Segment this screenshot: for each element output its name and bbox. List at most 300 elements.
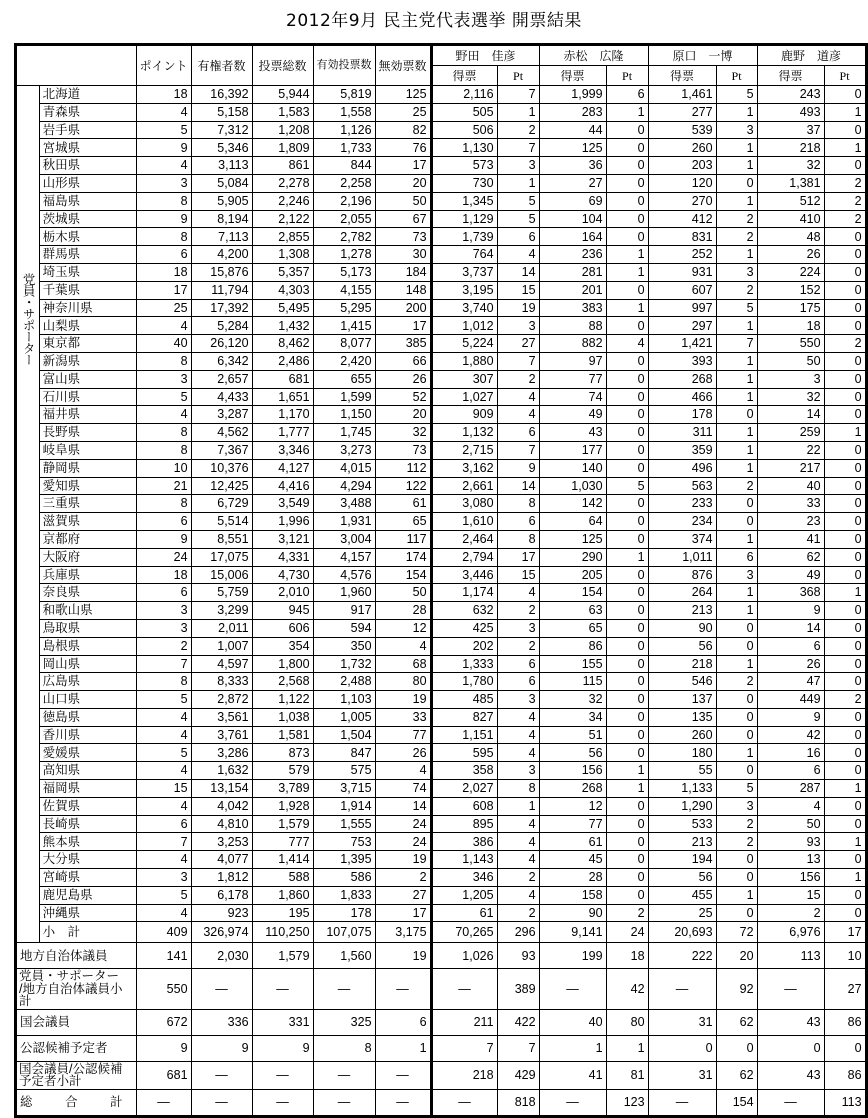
stat-value: 4,157 xyxy=(313,548,375,566)
candidate-pt: 0 xyxy=(824,673,866,691)
candidate-pt: 1 xyxy=(606,263,648,281)
candidate-pt: 1 xyxy=(497,797,539,815)
candidate-votes: 14 xyxy=(757,406,824,424)
candidate-pt: 0 xyxy=(716,619,757,637)
candidate-pt: 0 xyxy=(606,317,648,335)
prefecture-row xyxy=(16,851,867,869)
stat-value: 3,113 xyxy=(191,157,252,175)
candidate-votes: 63 xyxy=(539,602,606,620)
candidate-pt: 0 xyxy=(606,530,648,548)
prefecture-row xyxy=(16,691,867,709)
stat-value: 4,303 xyxy=(252,281,313,299)
candidate-votes: 607 xyxy=(648,281,716,299)
candidate-pt: 0 xyxy=(824,263,866,281)
stat-value: 1,555 xyxy=(313,815,375,833)
stat-value: 2,246 xyxy=(252,192,313,210)
stat-value: 1,170 xyxy=(252,406,313,424)
candidate-pt: 92 xyxy=(716,969,757,1010)
stat-value: 110,250 xyxy=(252,922,313,943)
stat-value: 5,905 xyxy=(191,192,252,210)
stat-value: — xyxy=(252,1061,313,1089)
candidate-name: 野田 佳彦 xyxy=(431,45,539,66)
stat-value: 3,561 xyxy=(191,708,252,726)
candidate-pt: 1 xyxy=(497,174,539,192)
stat-value: 336 xyxy=(191,1009,252,1035)
candidate-pt: 0 xyxy=(716,691,757,709)
prefecture-name: 福島県 xyxy=(39,192,136,210)
candidate-pt: 0 xyxy=(606,459,648,477)
stat-value: 2,055 xyxy=(313,210,375,228)
candidate-pt: 4 xyxy=(497,744,539,762)
candidate-votes: 512 xyxy=(757,192,824,210)
candidate-votes: 2,794 xyxy=(431,548,497,566)
stat-value: 1,007 xyxy=(191,637,252,655)
stat-value: 112 xyxy=(375,459,431,477)
prefecture-row xyxy=(16,157,867,175)
stat-value: 2,486 xyxy=(252,352,313,370)
stat-value: 1,833 xyxy=(313,886,375,904)
prefecture-row xyxy=(16,459,867,477)
candidate-votes: 764 xyxy=(431,246,497,264)
candidate-votes: 1,880 xyxy=(431,352,497,370)
stat-value: 4,730 xyxy=(252,566,313,584)
stat-value: 4 xyxy=(136,851,191,869)
stat-value: 3,761 xyxy=(191,726,252,744)
candidate-pt: 1 xyxy=(716,602,757,620)
candidate-pt: 27 xyxy=(824,969,866,1010)
candidate-pt: 3 xyxy=(716,797,757,815)
candidate-pt: 6 xyxy=(497,228,539,246)
candidate-votes: 45 xyxy=(539,851,606,869)
prefecture-name: 山梨県 xyxy=(39,317,136,335)
stat-value: 4,294 xyxy=(313,477,375,495)
candidate-pt: 0 xyxy=(824,495,866,513)
candidate-votes: 412 xyxy=(648,210,716,228)
stat-value: — xyxy=(375,1089,431,1116)
candidate-votes: 15 xyxy=(757,886,824,904)
candidate-pt: 3 xyxy=(497,691,539,709)
candidate-pt: 0 xyxy=(716,406,757,424)
candidate-votes: 9 xyxy=(757,602,824,620)
stat-value: 66 xyxy=(375,352,431,370)
stat-value: 1,504 xyxy=(313,726,375,744)
candidate-votes: 90 xyxy=(539,904,606,922)
candidate-pt: 4 xyxy=(497,406,539,424)
candidate-pt: 6 xyxy=(497,655,539,673)
candidate-pt: 7 xyxy=(497,86,539,104)
stat-value: 26,120 xyxy=(191,335,252,353)
candidate-votes: 931 xyxy=(648,263,716,281)
stat-value: 4,155 xyxy=(313,281,375,299)
stat-value: 606 xyxy=(252,619,313,637)
stat-value: 7,312 xyxy=(191,121,252,139)
candidate-votes: 49 xyxy=(539,406,606,424)
group-label-cell xyxy=(16,86,40,943)
candidate-pt: 1 xyxy=(716,655,757,673)
stat-value: 5,284 xyxy=(191,317,252,335)
candidate-pt: 2 xyxy=(716,815,757,833)
candidate-pt: 0 xyxy=(606,833,648,851)
candidate-votes: 1,381 xyxy=(757,174,824,192)
stat-value: 33 xyxy=(375,708,431,726)
candidate-votes: 16 xyxy=(757,744,824,762)
candidate-votes: 61 xyxy=(539,833,606,851)
candidate-pt: 72 xyxy=(716,922,757,943)
candidate-pt: 0 xyxy=(606,281,648,299)
stat-value: — xyxy=(136,1089,191,1116)
stat-value: 575 xyxy=(313,762,375,780)
candidate-votes: 0 xyxy=(757,1035,824,1061)
candidate-votes: 595 xyxy=(431,744,497,762)
prefecture-name: 岩手県 xyxy=(39,121,136,139)
candidate-pt: 20 xyxy=(716,943,757,969)
stat-value: 3,789 xyxy=(252,780,313,798)
candidate-pt: 5 xyxy=(716,299,757,317)
stat-value: 117 xyxy=(375,530,431,548)
candidate-pt: 0 xyxy=(716,762,757,780)
local-assembly-row xyxy=(16,943,867,969)
prefecture-name: 千葉県 xyxy=(39,281,136,299)
stat-value: 8 xyxy=(136,192,191,210)
stat-value: 594 xyxy=(313,619,375,637)
candidate-pt: 80 xyxy=(606,1009,648,1035)
candidate-votes: 49 xyxy=(757,566,824,584)
candidate-votes: 34 xyxy=(539,708,606,726)
prefecture-row xyxy=(16,708,867,726)
candidate-votes: 1,333 xyxy=(431,655,497,673)
header-pt: Pt xyxy=(606,66,648,86)
candidate-votes: 283 xyxy=(539,103,606,121)
prefecture-row xyxy=(16,637,867,655)
prefecture-name: 奈良県 xyxy=(39,584,136,602)
stat-value: 6,178 xyxy=(191,886,252,904)
prefecture-row xyxy=(16,406,867,424)
candidate-votes: 37 xyxy=(757,121,824,139)
candidate-pt: 0 xyxy=(824,406,866,424)
prefecture-row xyxy=(16,673,867,691)
candidate-pt: 1 xyxy=(716,139,757,157)
stat-value: 331 xyxy=(252,1009,313,1035)
candidate-votes: 2,661 xyxy=(431,477,497,495)
candidate-pt: 4 xyxy=(497,584,539,602)
header-pt: Pt xyxy=(497,66,539,86)
candidate-votes: 4 xyxy=(757,797,824,815)
stat-value: 8,333 xyxy=(191,673,252,691)
candidate-pt: 18 xyxy=(606,943,648,969)
candidate-pt: 4 xyxy=(497,726,539,744)
candidate-pt: 2 xyxy=(824,210,866,228)
prefecture-row xyxy=(16,370,867,388)
stat-value: 8 xyxy=(313,1035,375,1061)
candidate-votes: 213 xyxy=(648,602,716,620)
stat-value: 154 xyxy=(375,566,431,584)
stat-value: 4 xyxy=(136,157,191,175)
prefecture-name: 沖縄県 xyxy=(39,904,136,922)
candidate-pt: 1 xyxy=(716,317,757,335)
candidate-votes: 65 xyxy=(539,619,606,637)
diet-members-row xyxy=(16,1009,867,1035)
candidate-votes: 9 xyxy=(757,708,824,726)
prefecture-name: 長崎県 xyxy=(39,815,136,833)
stat-value: 586 xyxy=(313,869,375,887)
candidate-votes: 268 xyxy=(648,370,716,388)
candidate-pt: 0 xyxy=(606,566,648,584)
candidate-votes: — xyxy=(757,1089,824,1116)
candidate-pt: 0 xyxy=(606,691,648,709)
stat-value: 200 xyxy=(375,299,431,317)
candidate-pt: 0 xyxy=(606,886,648,904)
stat-value: 5 xyxy=(136,121,191,139)
stat-value: 74 xyxy=(375,780,431,798)
candidate-pt: 1 xyxy=(824,103,866,121)
candidate-pt: 0 xyxy=(606,602,648,620)
candidate-votes: 97 xyxy=(539,352,606,370)
candidate-pt: 0 xyxy=(606,584,648,602)
candidate-votes: 224 xyxy=(757,263,824,281)
stat-value: 5,495 xyxy=(252,299,313,317)
stat-value: 5,819 xyxy=(313,86,375,104)
prefecture-name: 滋賀県 xyxy=(39,513,136,531)
stat-value: 11,794 xyxy=(191,281,252,299)
stat-value: 195 xyxy=(252,904,313,922)
stat-value: 32 xyxy=(375,424,431,442)
candidate-votes: 125 xyxy=(539,139,606,157)
diet-subtotal-row xyxy=(16,1061,867,1089)
stat-value: — xyxy=(375,1061,431,1089)
members-local-subtotal-row xyxy=(16,969,867,1010)
candidate-votes: 41 xyxy=(757,530,824,548)
prefecture-name: 福井県 xyxy=(39,406,136,424)
stat-value: 12 xyxy=(375,619,431,637)
prefecture-name: 和歌山県 xyxy=(39,602,136,620)
candidate-pt: 1 xyxy=(606,780,648,798)
candidate-votes: 1,174 xyxy=(431,584,497,602)
candidate-votes: 55 xyxy=(648,762,716,780)
candidate-pt: 3 xyxy=(716,263,757,281)
candidate-pt: 5 xyxy=(497,192,539,210)
stat-value: 1,122 xyxy=(252,691,313,709)
stat-value: 73 xyxy=(375,441,431,459)
candidate-votes: 152 xyxy=(757,281,824,299)
candidate-votes: 3,162 xyxy=(431,459,497,477)
candidate-votes: 43 xyxy=(539,424,606,442)
prefecture-name: 宮城県 xyxy=(39,139,136,157)
stat-value: 5,158 xyxy=(191,103,252,121)
candidate-pt: 2 xyxy=(497,637,539,655)
candidate-pt: 2 xyxy=(716,210,757,228)
stat-value: 5,295 xyxy=(313,299,375,317)
stat-value: 2,657 xyxy=(191,370,252,388)
stat-value: 8 xyxy=(136,441,191,459)
candidate-votes: 213 xyxy=(648,833,716,851)
candidate-pt: 1 xyxy=(716,886,757,904)
candidate-votes: 539 xyxy=(648,121,716,139)
prefecture-name: 鳥取県 xyxy=(39,619,136,637)
prefecture-name: 青森県 xyxy=(39,103,136,121)
stat-value: 923 xyxy=(191,904,252,922)
candidate-votes: 135 xyxy=(648,708,716,726)
header-valid-votes: 有効投票数 xyxy=(313,45,375,86)
candidate-pt: 17 xyxy=(497,548,539,566)
candidate-votes: — xyxy=(539,969,606,1010)
candidate-pt: 0 xyxy=(606,139,648,157)
stat-value: 2,568 xyxy=(252,673,313,691)
candidate-pt: 389 xyxy=(497,969,539,1010)
prefecture-row xyxy=(16,281,867,299)
candidate-votes: 1,205 xyxy=(431,886,497,904)
group-label: 党員・サポーター xyxy=(21,273,36,366)
candidate-pt: 62 xyxy=(716,1009,757,1035)
candidate-pt: 0 xyxy=(716,174,757,192)
candidate-pt: 0 xyxy=(824,513,866,531)
stat-value: 4,810 xyxy=(191,815,252,833)
stat-value: 68 xyxy=(375,655,431,673)
prefecture-row xyxy=(16,815,867,833)
candidate-votes: 493 xyxy=(757,103,824,121)
stat-value: 6,729 xyxy=(191,495,252,513)
candidate-pt: 0 xyxy=(824,370,866,388)
candidate-votes: 1,130 xyxy=(431,139,497,157)
candidate-votes: 56 xyxy=(648,637,716,655)
prefecture-row xyxy=(16,228,867,246)
stat-value: 26 xyxy=(375,744,431,762)
candidate-pt: 1 xyxy=(606,762,648,780)
candidate-pt: 0 xyxy=(824,281,866,299)
prefecture-name: 栃木県 xyxy=(39,228,136,246)
candidate-pt: 2 xyxy=(497,904,539,922)
stat-value: 844 xyxy=(313,157,375,175)
stat-value: 178 xyxy=(313,904,375,922)
stat-value: 7 xyxy=(136,833,191,851)
candidate-votes: 28 xyxy=(539,869,606,887)
candidate-votes: 1,461 xyxy=(648,86,716,104)
stat-value: 4,331 xyxy=(252,548,313,566)
stat-value: 550 xyxy=(136,969,191,1010)
candidate-pt: 1 xyxy=(824,869,866,887)
candidate-pt: 0 xyxy=(606,441,648,459)
candidate-votes: 1,151 xyxy=(431,726,497,744)
candidate-votes: 346 xyxy=(431,869,497,887)
candidate-votes: 277 xyxy=(648,103,716,121)
stat-value: 4,562 xyxy=(191,424,252,442)
stat-value: 945 xyxy=(252,602,313,620)
candidate-votes: 137 xyxy=(648,691,716,709)
stat-value: 8,194 xyxy=(191,210,252,228)
stat-value: 18 xyxy=(136,86,191,104)
candidate-votes: 40 xyxy=(757,477,824,495)
stat-value: 3,286 xyxy=(191,744,252,762)
candidate-votes: 47 xyxy=(757,673,824,691)
stat-value: — xyxy=(191,1061,252,1089)
prefecture-name: 石川県 xyxy=(39,388,136,406)
candidate-pt: 6 xyxy=(497,513,539,531)
candidate-votes: 496 xyxy=(648,459,716,477)
candidate-pt: 2 xyxy=(824,174,866,192)
candidate-pt: 14 xyxy=(497,477,539,495)
candidate-pt: 1 xyxy=(716,584,757,602)
prefecture-row xyxy=(16,441,867,459)
candidate-pt: 154 xyxy=(716,1089,757,1116)
stat-value: 125 xyxy=(375,86,431,104)
stat-value: 2,196 xyxy=(313,192,375,210)
stat-value: 107,075 xyxy=(313,922,375,943)
candidate-pt: 3 xyxy=(716,566,757,584)
candidate-votes: 51 xyxy=(539,726,606,744)
candidate-pt: 1 xyxy=(716,388,757,406)
stat-value: 27 xyxy=(375,886,431,904)
stat-value: 25 xyxy=(375,103,431,121)
candidate-votes: 1,345 xyxy=(431,192,497,210)
candidate-pt: 7 xyxy=(497,441,539,459)
candidate-votes: 62 xyxy=(757,548,824,566)
candidate-pt: 1 xyxy=(716,246,757,264)
candidate-pt: 0 xyxy=(606,637,648,655)
stat-value: 1,038 xyxy=(252,708,313,726)
stat-value: 2,258 xyxy=(313,174,375,192)
candidate-votes: 13 xyxy=(757,851,824,869)
candidate-pt: 113 xyxy=(824,1089,866,1116)
prefecture-name: 群馬県 xyxy=(39,246,136,264)
stat-value: 3,273 xyxy=(313,441,375,459)
stat-value: 2,420 xyxy=(313,352,375,370)
stat-value: 5 xyxy=(136,744,191,762)
candidate-pt: 0 xyxy=(824,744,866,762)
candidate-votes: 895 xyxy=(431,815,497,833)
stat-value: 350 xyxy=(313,637,375,655)
candidate-votes: 882 xyxy=(539,335,606,353)
stat-value: 141 xyxy=(136,943,191,969)
stat-value: 13,154 xyxy=(191,780,252,798)
candidate-pt: 0 xyxy=(824,86,866,104)
stat-value: 2,122 xyxy=(252,210,313,228)
stat-value: — xyxy=(191,1089,252,1116)
candidate-votes: 563 xyxy=(648,477,716,495)
candidate-votes: 252 xyxy=(648,246,716,264)
candidate-pt: 123 xyxy=(606,1089,648,1116)
header-votes: 得票 xyxy=(757,66,824,86)
prefecture-name: 鹿児島県 xyxy=(39,886,136,904)
candidate-pt: 1 xyxy=(606,246,648,264)
candidate-votes: 2,715 xyxy=(431,441,497,459)
candidate-pt: 4 xyxy=(497,886,539,904)
candidate-pt: 10 xyxy=(824,943,866,969)
candidate-votes: 608 xyxy=(431,797,497,815)
candidate-pt: 0 xyxy=(824,762,866,780)
prefecture-row xyxy=(16,495,867,513)
candidate-pt: 1 xyxy=(716,744,757,762)
stat-value: 184 xyxy=(375,263,431,281)
prefecture-name: 福岡県 xyxy=(39,780,136,798)
candidate-votes: 1 xyxy=(539,1035,606,1061)
stat-value: 15,006 xyxy=(191,566,252,584)
stat-value: 5 xyxy=(136,691,191,709)
candidate-votes: 31 xyxy=(648,1009,716,1035)
candidate-pt: 422 xyxy=(497,1009,539,1035)
candidate-pt: 0 xyxy=(606,815,648,833)
candidate-pt: 0 xyxy=(716,869,757,887)
candidate-pt: 15 xyxy=(497,566,539,584)
candidate-pt: 5 xyxy=(716,86,757,104)
stat-value: 1,103 xyxy=(313,691,375,709)
candidate-votes: 1,780 xyxy=(431,673,497,691)
candidate-votes: 23 xyxy=(757,513,824,531)
stat-value: 1,432 xyxy=(252,317,313,335)
stat-value: 3,004 xyxy=(313,530,375,548)
stat-value: 3,121 xyxy=(252,530,313,548)
stat-value: 15,876 xyxy=(191,263,252,281)
prefecture-name: 佐賀県 xyxy=(39,797,136,815)
candidate-pt: 0 xyxy=(606,655,648,673)
